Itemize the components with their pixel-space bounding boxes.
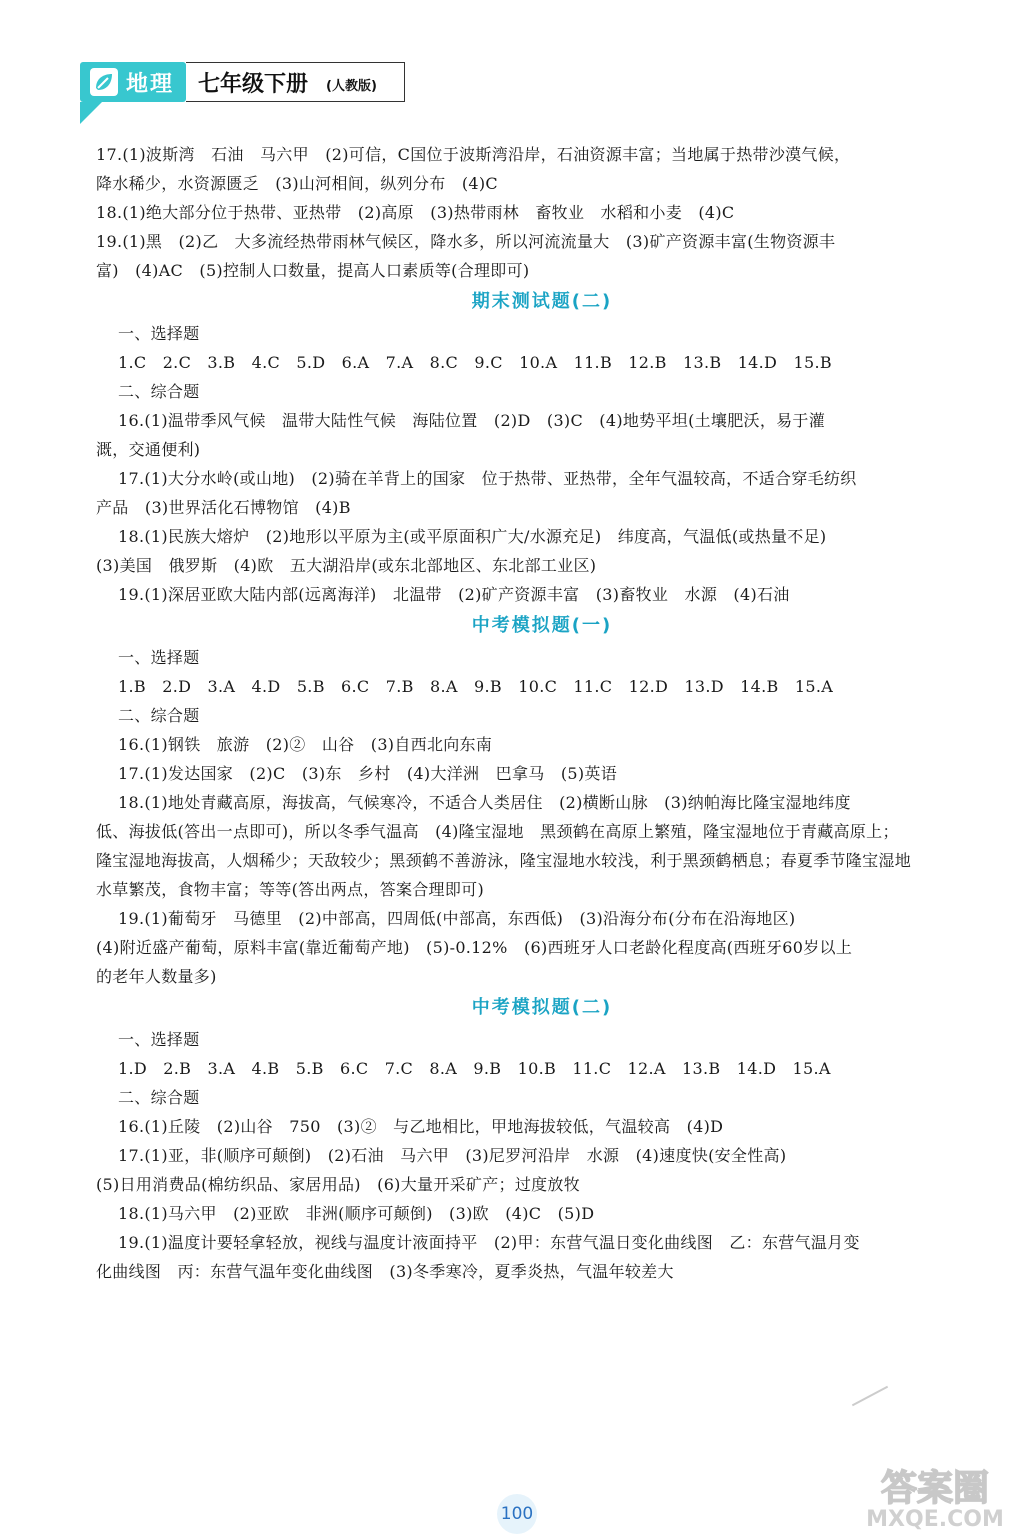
- answer-line: 一、选择题: [118, 648, 200, 667]
- answer-line: 化曲线图 丙：东营气温年变化曲线图 (3)冬季寒冷，夏季炎热，气温年较差大: [96, 1262, 674, 1281]
- section-title: 期末测试题(二): [471, 291, 613, 312]
- answer-line: 隆宝湿地海拔高，人烟稀少；天敌较少；黑颈鹤不善游泳，隆宝湿地水较浅，利于黑颈鹤栖息；春夏季节隆宝湿地: [96, 851, 912, 870]
- answer-line: 17.(1)波斯湾 石油 马六甲 (2)可信，C国位于波斯湾沿岸，石油资源丰富；当地属于热带沙漠气候，: [96, 145, 851, 164]
- answer-line: 1.D 2.B 3.A 4.B 5.B 6.C 7.C 8.A 9.B 10.B 11.C 12.A 13.B 14.D 15.A: [118, 1059, 831, 1078]
- watermark-bottom-text: MXQE.COM: [866, 1507, 1004, 1532]
- answer-content: [96, 140, 988, 1286]
- answer-line: 17.(1)大分水岭(或山地) (2)骑在羊背上的国家 位于热带、亚热带，全年气温较高，不适合穿毛纺织: [118, 469, 857, 488]
- grade-label: 七年级下册: [198, 71, 309, 97]
- answer-line: 富) (4)AC (5)控制人口数量，提高人口素质等(合理即可): [96, 261, 530, 280]
- answer-line: 二、综合题: [118, 382, 200, 401]
- answer-line: 低、海拔低(答出一点即可)，所以冬季气温高 (4)隆宝湿地 黑颈鹤在高原上繁殖，隆宝湿地位于青藏高原上；: [96, 822, 899, 841]
- page-header: [80, 62, 410, 112]
- watermark-top-text: 答案圈: [880, 1468, 990, 1509]
- subject-badge: [80, 62, 186, 102]
- answer-line: 1.C 2.C 3.B 4.C 5.D 6.A 7.A 8.C 9.C 10.A 11.B 12.B 13.B 14.D 15.B: [118, 353, 832, 372]
- page-number: 100: [497, 1494, 537, 1534]
- answer-line: 19.(1)深居亚欧大陆内部(远离海洋) 北温带 (2)矿产资源丰富 (3)畜牧业 水源 (4)石油: [118, 585, 790, 604]
- grade-box: [186, 62, 405, 102]
- answer-line: 降水稀少，水资源匮乏 (3)山河相间，纵列分布 (4)C: [96, 174, 498, 193]
- answer-line: 19.(1)葡萄牙 马德里 (2)中部高，四周低(中部高，东西低) (3)沿海分布(分布在沿海地区): [118, 909, 796, 928]
- answer-line: 的老年人数量多): [96, 967, 217, 986]
- leaf-icon: [90, 68, 118, 96]
- section-title: 中考模拟题(一): [471, 615, 613, 636]
- answer-line: (5)日用消费品(棉纺织品、家居用品) (6)大量开采矿产；过度放牧: [96, 1175, 581, 1194]
- answer-line: 水草繁茂，食物丰富；等等(答出两点，答案合理即可): [96, 880, 484, 899]
- answer-line: 溉，交通便利): [96, 440, 201, 459]
- answer-line: 一、选择题: [118, 324, 200, 343]
- edition-label: (人教版): [326, 79, 377, 94]
- watermark-logo: [840, 1462, 1030, 1532]
- section-title: 中考模拟题(二): [471, 997, 613, 1018]
- answer-line: 18.(1)绝大部分位于热带、亚热带 (2)高原 (3)热带雨林 畜牧业 水稻和小麦 (4)C: [96, 203, 735, 222]
- subject-label: 地理: [126, 72, 175, 97]
- answer-line: 19.(1)黑 (2)乙 大多流经热带雨林气候区，降水多，所以河流流量大 (3)矿产资源丰富(生物资源丰: [96, 232, 836, 251]
- answer-line: 19.(1)温度计要轻拿轻放，视线与温度计液面持平 (2)甲：东营气温日变化曲线图 乙：东营气温月变: [118, 1233, 860, 1252]
- answer-line: 18.(1)民族大熔炉 (2)地形以平原为主(或平原面积广大/水源充足) 纬度高，气温低(或热量不足): [118, 527, 827, 546]
- answer-line: 16.(1)钢铁 旅游 (2)② 山谷 (3)自西北向东南: [118, 735, 493, 754]
- badge-tail: [80, 102, 102, 124]
- answer-line: 18.(1)马六甲 (2)亚欧 非洲(顺序可颠倒) (3)欧 (4)C (5)D: [118, 1204, 595, 1223]
- answer-line: 二、综合题: [118, 706, 200, 725]
- answer-line: 1.B 2.D 3.A 4.D 5.B 6.C 7.B 8.A 9.B 10.C 11.C 12.D 13.D 14.B 15.A: [118, 677, 834, 696]
- watermark-stroke: [852, 1386, 888, 1407]
- answer-line: 16.(1)温带季风气候 温带大陆性气候 海陆位置 (2)D (3)C (4)地势平坦(土壤肥沃，易于灌: [118, 411, 826, 430]
- answer-line: 17.(1)发达国家 (2)C (3)东 乡村 (4)大洋洲 巴拿马 (5)英语: [118, 764, 618, 783]
- answer-line: 产品 (3)世界活化石博物馆 (4)B: [96, 498, 351, 517]
- answer-line: 一、选择题: [118, 1030, 200, 1049]
- answer-line: 17.(1)亚，非(顺序可颠倒) (2)石油 马六甲 (3)尼罗河沿岸 水源 (4)速度快(安全性高): [118, 1146, 787, 1165]
- answer-line: 二、综合题: [118, 1088, 200, 1107]
- answer-line: 16.(1)丘陵 (2)山谷 750 (3)② 与乙地相比，甲地海拔较低，气温较高 (4)D: [118, 1117, 724, 1136]
- answer-line: 18.(1)地处青藏高原，海拔高，气候寒冷，不适合人类居住 (2)横断山脉 (3)纳帕海比隆宝湿地纬度: [118, 793, 851, 812]
- answer-line: (3)美国 俄罗斯 (4)欧 五大湖沿岸(或东北部地区、东北部工业区): [96, 556, 597, 575]
- answer-line: (4)附近盛产葡萄，原料丰富(靠近葡萄产地) (5)-0.12% (6)西班牙人口老龄化程度高(西班牙60岁以上: [96, 938, 853, 957]
